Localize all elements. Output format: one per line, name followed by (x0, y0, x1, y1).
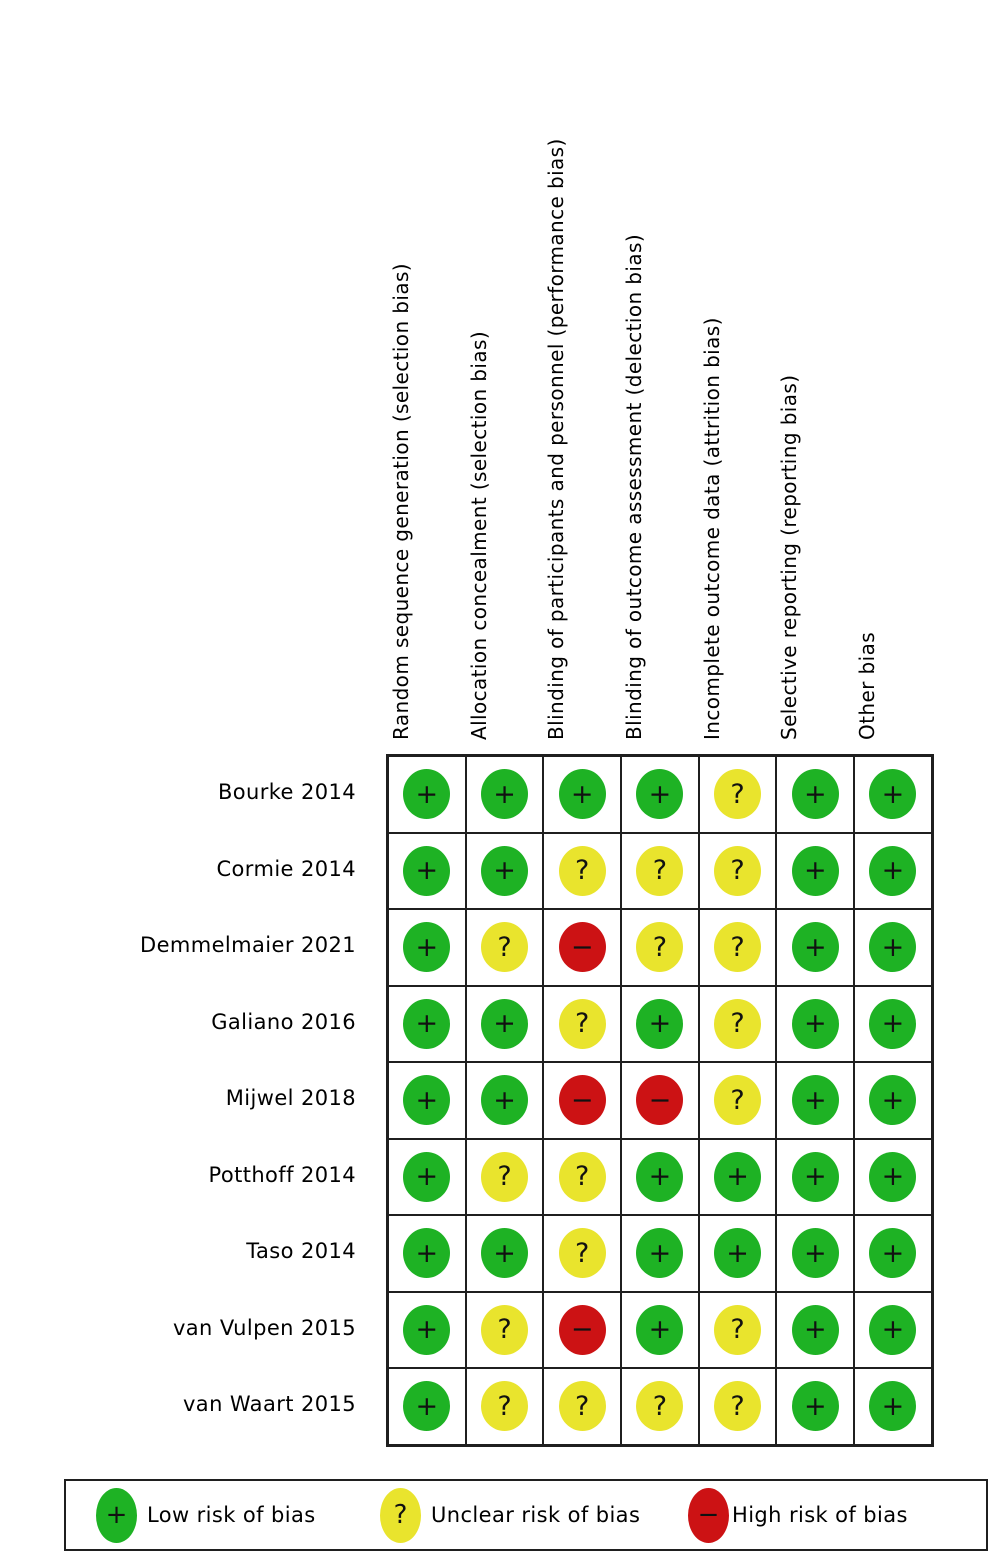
high-risk-icon: − (636, 1075, 683, 1125)
rob-cell (776, 1292, 854, 1369)
rob-cell (776, 1139, 854, 1216)
rob-cell (699, 1139, 777, 1216)
low-risk-icon: + (636, 999, 683, 1049)
rob-cell (854, 1292, 932, 1369)
low-risk-icon: + (403, 1152, 450, 1202)
legend-item-high (688, 1481, 908, 1549)
study-label: Mijwel 2018 (225, 1086, 356, 1111)
low-risk-icon: + (481, 769, 528, 819)
unclear-risk-icon: ? (559, 1152, 606, 1202)
rob-cell (854, 1139, 932, 1216)
low-risk-icon: + (869, 769, 916, 819)
low-risk-icon: + (792, 846, 839, 896)
low-risk-icon: + (559, 769, 606, 819)
study-label: Bourke 2014 (217, 780, 356, 805)
low-risk-icon: + (792, 999, 839, 1049)
high-risk-icon: − (688, 1488, 729, 1543)
low-risk-icon: + (792, 1305, 839, 1355)
unclear-risk-icon: ? (481, 1381, 528, 1431)
rob-cell (621, 833, 699, 910)
unclear-risk-icon: ? (714, 1381, 761, 1431)
rob-cell (388, 1062, 466, 1139)
study-label: Potthoff 2014 (208, 1162, 356, 1187)
rob-cell (776, 1062, 854, 1139)
low-risk-icon: + (714, 1152, 761, 1202)
rob-cell (699, 986, 777, 1063)
rob-cell (388, 833, 466, 910)
low-risk-icon: + (792, 1228, 839, 1278)
unclear-risk-icon: ? (559, 846, 606, 896)
rob-cell (388, 756, 466, 833)
legend-item-low (96, 1481, 316, 1549)
low-risk-icon: + (792, 769, 839, 819)
column-header: Blinding of participants and personnel (performance bias) (544, 138, 569, 740)
rob-cell (388, 986, 466, 1063)
rob-cell (776, 756, 854, 833)
column-header: Blinding of outcome assessment (delection bias) (621, 233, 646, 740)
study-label: Cormie 2014 (216, 856, 356, 881)
rob-cell (621, 909, 699, 986)
column-header: Incomplete outcome data (attrition bias) (699, 317, 724, 740)
rob-cell (543, 756, 621, 833)
unclear-risk-icon: ? (481, 922, 528, 972)
low-risk-icon: + (636, 1305, 683, 1355)
low-risk-icon: + (869, 1305, 916, 1355)
low-risk-icon: + (481, 1075, 528, 1125)
rob-cell (388, 909, 466, 986)
low-risk-icon: + (403, 769, 450, 819)
unclear-risk-icon: ? (714, 1075, 761, 1125)
rob-cell (854, 1368, 932, 1445)
low-risk-icon: + (481, 846, 528, 896)
unclear-risk-icon: ? (481, 1152, 528, 1202)
column-header: Random sequence generation (selection bias) (388, 262, 413, 740)
column-header: Selective reporting (reporting bias) (777, 374, 802, 740)
unclear-risk-icon: ? (636, 922, 683, 972)
rob-cell (388, 1139, 466, 1216)
low-risk-icon: + (792, 1152, 839, 1202)
rob-cell (699, 833, 777, 910)
low-risk-icon: + (403, 846, 450, 896)
legend-item-unclear (380, 1481, 640, 1549)
risk-of-bias-matrix (386, 754, 934, 1447)
low-risk-icon: + (869, 999, 916, 1049)
rob-cell (854, 1215, 932, 1292)
high-risk-icon: − (559, 1075, 606, 1125)
unclear-risk-icon: ? (714, 769, 761, 819)
low-risk-icon: + (403, 1228, 450, 1278)
rob-cell (621, 1292, 699, 1369)
low-risk-icon: + (403, 999, 450, 1049)
rob-cell (776, 986, 854, 1063)
rob-cell (854, 986, 932, 1063)
rob-cell (776, 1368, 854, 1445)
unclear-risk-icon: ? (559, 1381, 606, 1431)
low-risk-icon: + (403, 1075, 450, 1125)
rob-cell (466, 909, 544, 986)
unclear-risk-icon: ? (380, 1488, 421, 1543)
low-risk-icon: + (792, 1075, 839, 1125)
rob-cell (388, 1368, 466, 1445)
rob-cell (699, 756, 777, 833)
low-risk-icon: + (481, 999, 528, 1049)
low-risk-icon: + (714, 1228, 761, 1278)
unclear-risk-icon: ? (714, 846, 761, 896)
rob-cell (699, 1215, 777, 1292)
unclear-risk-icon: ? (714, 1305, 761, 1355)
low-risk-icon: + (636, 769, 683, 819)
legend (64, 1479, 988, 1551)
low-risk-icon: + (792, 922, 839, 972)
column-header: Other bias (855, 631, 880, 740)
unclear-risk-icon: ? (636, 1381, 683, 1431)
rob-cell (543, 909, 621, 986)
rob-cell (543, 1292, 621, 1369)
rob-cell (699, 1062, 777, 1139)
study-labels (0, 754, 372, 1443)
rob-cell (854, 833, 932, 910)
unclear-risk-icon: ? (559, 999, 606, 1049)
low-risk-icon: + (869, 1152, 916, 1202)
high-risk-icon: − (559, 922, 606, 972)
low-risk-icon: + (636, 1152, 683, 1202)
rob-cell (466, 1139, 544, 1216)
unclear-risk-icon: ? (714, 999, 761, 1049)
rob-cell (466, 1062, 544, 1139)
rob-cell (388, 1215, 466, 1292)
low-risk-icon: + (636, 1228, 683, 1278)
rob-cell (466, 756, 544, 833)
rob-cell (388, 1292, 466, 1369)
rob-cell (543, 1215, 621, 1292)
rob-cell (621, 1062, 699, 1139)
rob-cell (621, 1368, 699, 1445)
column-header: Allocation concealment (selection bias) (466, 330, 491, 740)
study-label: van Waart 2015 (182, 1392, 356, 1417)
rob-cell (466, 1368, 544, 1445)
low-risk-icon: + (96, 1488, 137, 1543)
legend-label-high: High risk of bias (732, 1503, 908, 1527)
low-risk-icon: + (869, 1228, 916, 1278)
rob-cell (466, 986, 544, 1063)
rob-cell (854, 1062, 932, 1139)
rob-cell (776, 909, 854, 986)
low-risk-icon: + (869, 922, 916, 972)
unclear-risk-icon: ? (481, 1305, 528, 1355)
rob-cell (621, 986, 699, 1063)
rob-cell (543, 833, 621, 910)
rob-cell (543, 986, 621, 1063)
rob-cell (466, 833, 544, 910)
rob-cell (543, 1062, 621, 1139)
rob-cell (699, 1368, 777, 1445)
unclear-risk-icon: ? (636, 846, 683, 896)
rob-cell (543, 1139, 621, 1216)
legend-label-unclear: Unclear risk of bias (431, 1503, 641, 1527)
low-risk-icon: + (869, 846, 916, 896)
rob-cell (699, 1292, 777, 1369)
high-risk-icon: − (559, 1305, 606, 1355)
rob-cell (854, 756, 932, 833)
unclear-risk-icon: ? (714, 922, 761, 972)
rob-cell (621, 756, 699, 833)
study-label: Galiano 2016 (211, 1009, 356, 1034)
rob-cell (621, 1215, 699, 1292)
rob-cell (699, 909, 777, 986)
low-risk-icon: + (403, 1381, 450, 1431)
low-risk-icon: + (403, 1305, 450, 1355)
study-label: van Vulpen 2015 (172, 1315, 356, 1340)
rob-cell (621, 1139, 699, 1216)
rob-cell (776, 833, 854, 910)
low-risk-icon: + (869, 1381, 916, 1431)
low-risk-icon: + (403, 922, 450, 972)
rob-cell (776, 1215, 854, 1292)
study-label: Demmelmaier 2021 (140, 933, 356, 958)
low-risk-icon: + (792, 1381, 839, 1431)
rob-cell (854, 909, 932, 986)
rob-cell (466, 1292, 544, 1369)
study-label: Taso 2014 (246, 1239, 356, 1264)
rob-cell (543, 1368, 621, 1445)
unclear-risk-icon: ? (559, 1228, 606, 1278)
legend-label-low: Low risk of bias (147, 1503, 316, 1527)
low-risk-icon: + (481, 1228, 528, 1278)
low-risk-icon: + (869, 1075, 916, 1125)
rob-cell (466, 1215, 544, 1292)
